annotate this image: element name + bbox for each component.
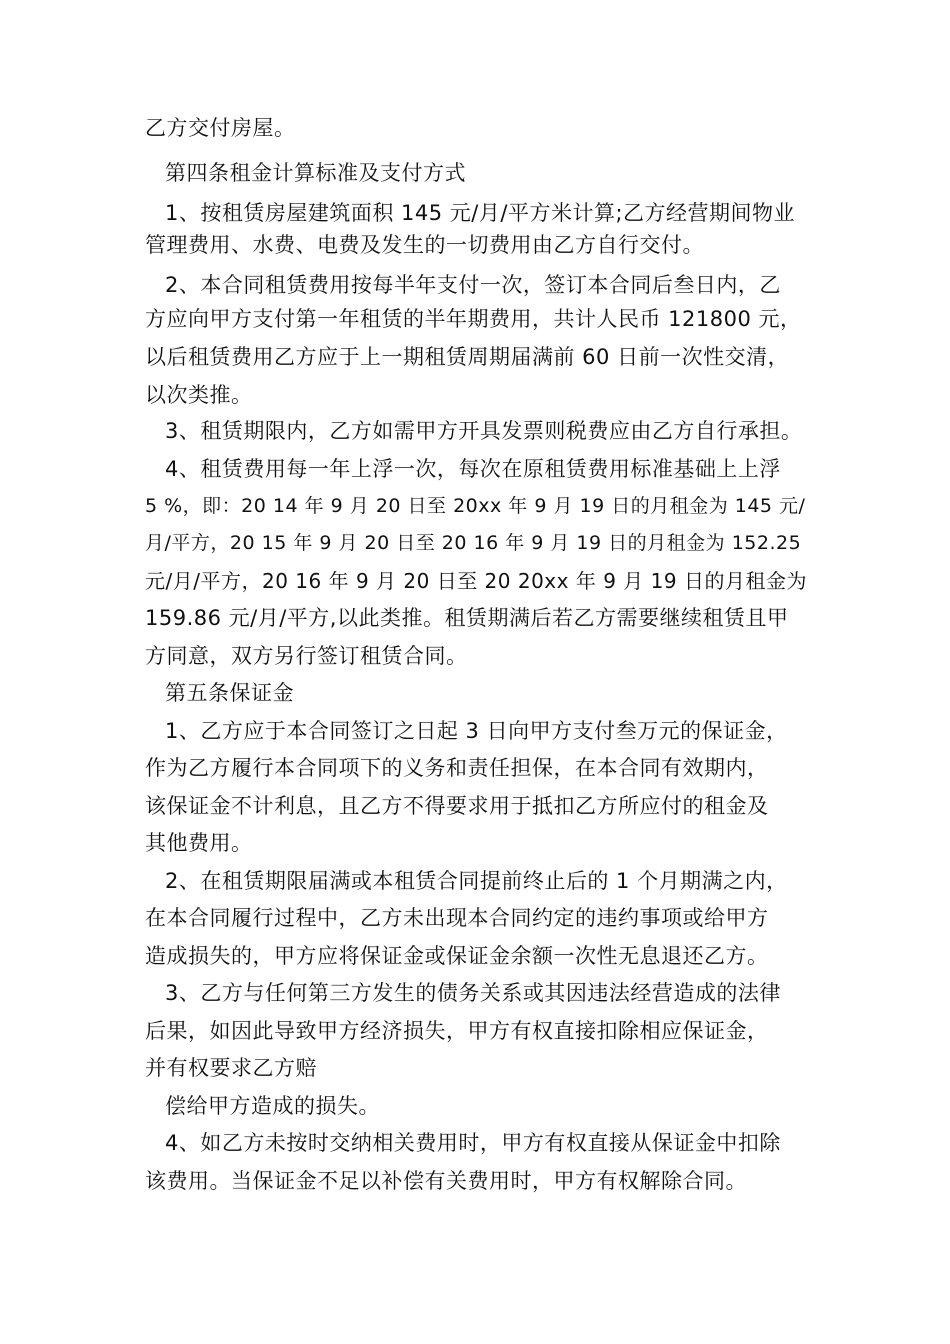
text-line: 后果，如因此导致甲方经济损失，甲方有权直接扣除相应保证金， xyxy=(145,1019,769,1043)
text-line: 作为乙方履行本合同项下的义务和责任担保，在本合同有效期内， xyxy=(145,756,769,780)
section-heading-5: 第五条保证金 xyxy=(165,681,294,705)
text-line: 1、按租赁房屋建筑面积 145 元/月/平方米计算;乙方经营期间物业 xyxy=(165,201,796,225)
text-line: 3、乙方与任何第三方发生的债务关系或其因违法经营造成的法律 xyxy=(165,981,781,1005)
text-line: 2、在租赁期限届满或本租赁合同提前终止后的 1 个月期满之内， xyxy=(165,869,788,893)
text-line: 月/平方，20 15 年 9 月 20 日至 20 16 年 9 月 19 日的月租金为 152.25 xyxy=(145,532,802,554)
text-line: 造成损失的，甲方应将保证金或保证金余额一次性无息退还乙方。 xyxy=(145,944,769,968)
text-line: 该保证金不计利息，且乙方不得要求用于抵扣乙方所应付的租金及 xyxy=(145,794,769,818)
text-line: 方应向甲方支付第一年租赁的半年期费用，共计人民币 121800 元， xyxy=(145,307,802,331)
text-line: 偿给甲方造成的损失。 xyxy=(165,1094,380,1118)
text-line: 元/月/平方，20 16 年 9 月 20 日至 20 20xx 年 9 月 19 日的月租金为 xyxy=(145,569,807,593)
section-heading-4: 第四条租金计算标准及支付方式 xyxy=(165,161,466,185)
text-line: 管理费用、水费、电费及发生的一切费用由乙方自行交付。 xyxy=(145,233,704,257)
text-line: 其他费用。 xyxy=(145,831,253,855)
text-line: 159.86 元/月/平方,以此类推。租赁期满后若乙方需要继续租赁且甲 xyxy=(145,606,789,630)
text-line: 4、租赁费用每一年上浮一次，每次在原租赁费用标准基础上上浮 xyxy=(165,457,781,481)
text-line: 1、乙方应于本合同签订之日起 3 日向甲方支付叁万元的保证金， xyxy=(165,719,788,743)
text-line: 在本合同履行过程中，乙方未出现本合同约定的违约事项或给甲方 xyxy=(145,906,769,930)
text-line: 2、本合同租赁费用按每半年支付一次，签订本合同后叁日内，乙 xyxy=(165,273,781,297)
text-line: 以次类推。 xyxy=(145,383,253,407)
text-line: 方同意，双方另行签订租赁合同。 xyxy=(145,644,468,668)
text-line: 该费用。当保证金不足以补偿有关费用时，甲方有权解除合同。 xyxy=(145,1169,747,1193)
text-line: 4、如乙方未按时交纳相关费用时，甲方有权直接从保证金中扣除 xyxy=(165,1131,781,1155)
text-line: 并有权要求乙方赔 xyxy=(145,1056,317,1080)
text-line: 以后租赁费用乙方应于上一期租赁周期届满前 60 日前一次性交清， xyxy=(145,345,790,369)
text-line: 乙方交付房屋。 xyxy=(145,116,296,140)
text-line: 5 %，即：20 14 年 9 月 20 日至 20xx 年 9 月 19 日的月租金为 145 元/ xyxy=(145,495,806,517)
text-line: 3、租赁期限内，乙方如需甲方开具发票则税费应由乙方自行承担。 xyxy=(165,419,803,443)
